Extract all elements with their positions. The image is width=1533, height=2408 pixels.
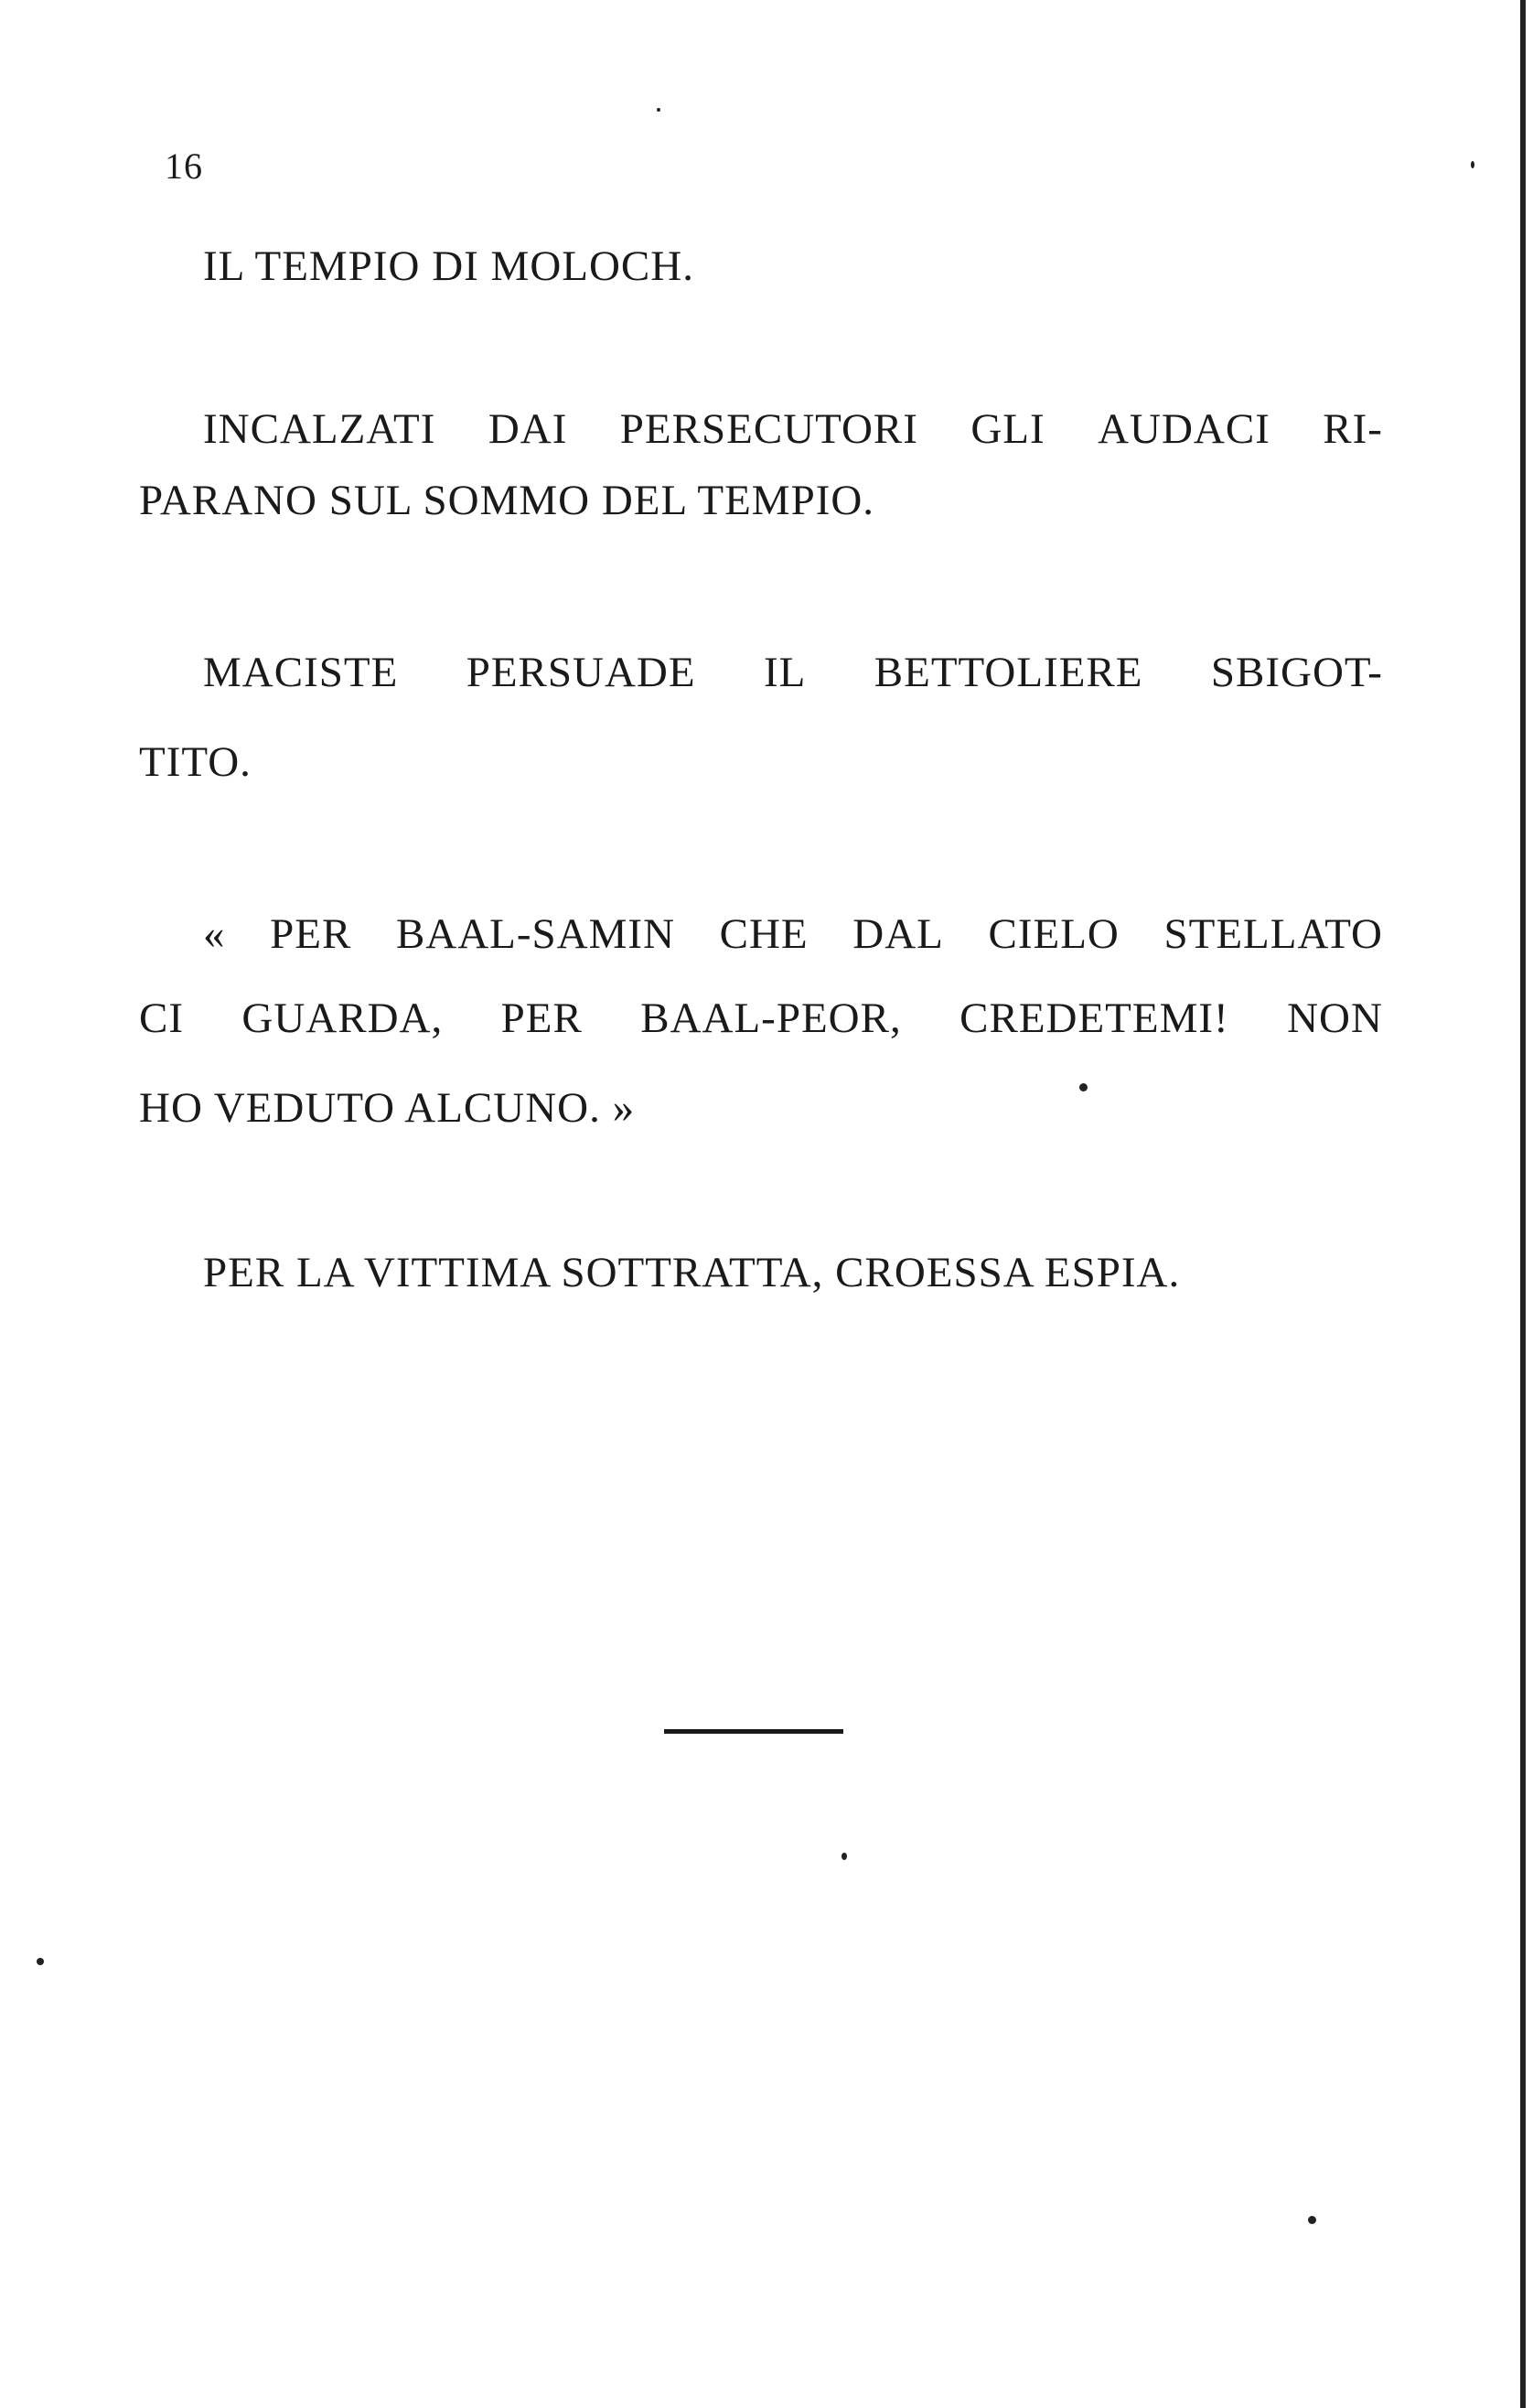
word: CHE xyxy=(719,910,809,958)
word: DAL xyxy=(852,910,944,958)
word: PERSECUTORI xyxy=(619,405,918,453)
word: GUARDA, xyxy=(241,994,444,1042)
word: BAAL-PEOR, xyxy=(640,994,902,1042)
caption-3-line-3: HO VEDUTO ALCUNO. » xyxy=(139,1084,636,1132)
word: RI- xyxy=(1323,405,1383,453)
word: MACISTE xyxy=(203,649,399,696)
word: BETTOLIERE xyxy=(874,649,1143,696)
page-edge-line xyxy=(1520,0,1526,2408)
word: GLI xyxy=(970,405,1045,453)
word: STELLATO xyxy=(1163,910,1383,958)
caption-2-line-1 xyxy=(203,651,1383,694)
word: CIELO xyxy=(988,910,1120,958)
scan-speck xyxy=(37,1958,44,1965)
caption-1-line-2: PARANO SUL SOMMO DEL TEMPIO. xyxy=(139,477,875,524)
scan-speck xyxy=(657,108,660,112)
word: CREDETEMI! xyxy=(959,994,1229,1042)
scan-speck xyxy=(1308,2216,1316,2224)
caption-4-line-1: PER LA VITTIMA SOTTRATTA, CROESSA ESPIA. xyxy=(203,1249,1181,1296)
word: PER xyxy=(500,994,583,1042)
word: NON xyxy=(1287,994,1383,1042)
scan-speck xyxy=(1079,1083,1088,1091)
word: PER xyxy=(270,910,352,958)
caption-3-line-2 xyxy=(139,994,1383,1042)
closing-rule xyxy=(664,1729,843,1734)
word: CI xyxy=(139,994,184,1042)
page-number: 16 xyxy=(165,145,203,187)
word: IL xyxy=(763,649,807,696)
caption-3-line-1 xyxy=(203,910,1383,958)
word: « xyxy=(203,910,226,958)
word: PERSUADE xyxy=(466,649,696,696)
word: SBIGOT- xyxy=(1210,649,1383,696)
word: AUDACI xyxy=(1098,405,1270,453)
chapter-title: IL TEMPIO DI MOLOCH. xyxy=(203,242,694,290)
caption-2-line-2: TITO. xyxy=(139,738,252,786)
caption-1-line-1 xyxy=(203,405,1383,453)
word: DAI xyxy=(488,405,568,453)
scan-speck xyxy=(842,1853,847,1860)
word: INCALZATI xyxy=(203,405,436,453)
scan-speck xyxy=(1471,161,1474,168)
word: BAAL-SAMIN xyxy=(395,910,676,958)
